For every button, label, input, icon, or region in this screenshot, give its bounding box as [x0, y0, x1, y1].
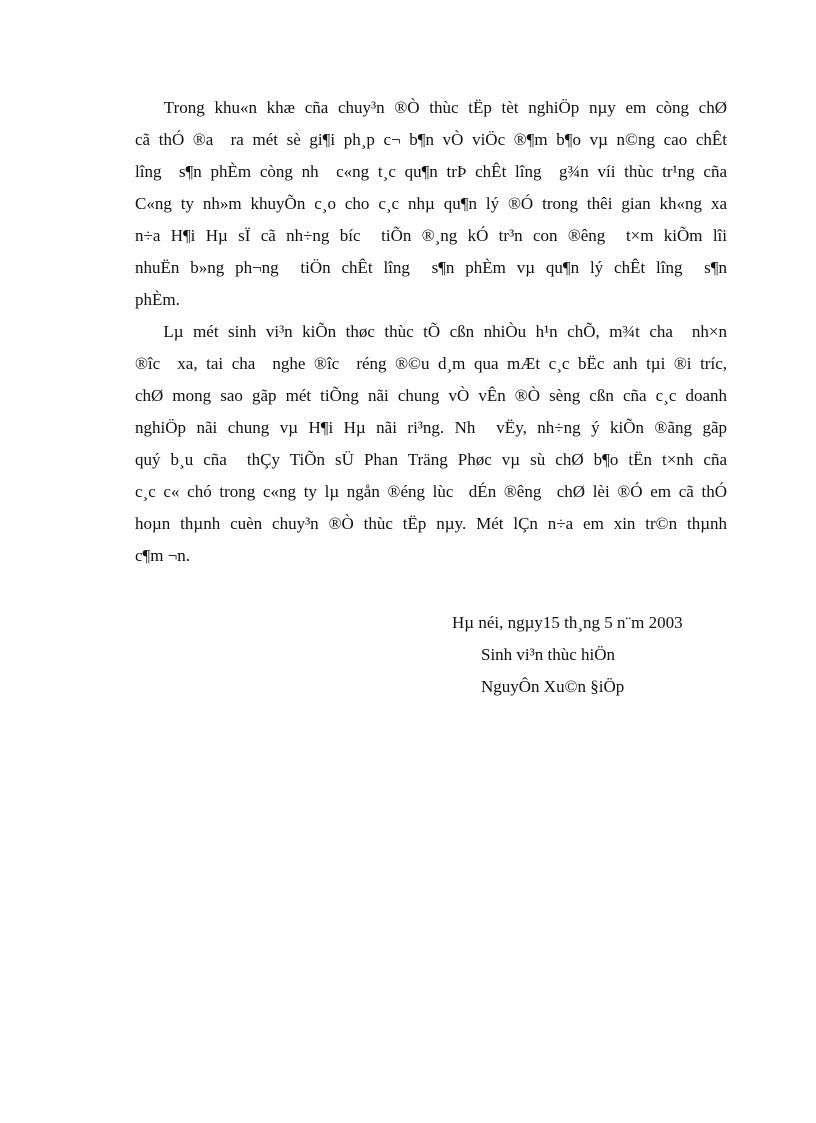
paragraph-line: c¸c c« chó trong c«ng ty lµ ngån ®éng lùc dÉn ®êng chØ lèi ®Ó em cã thÓ: [135, 482, 727, 501]
paragraph-line: quý b¸u cña thÇy TiÕn sÜ Phan Träng Phøc vµ sù chØ b¶o tËn t×nh cña: [135, 450, 727, 469]
signature-block: [452, 607, 752, 703]
paragraph-line: hoµn thµnh cuèn chuy³n ®Ò thùc tËp nµy. Mét lÇn n÷a em xin tr©n thµnh: [135, 514, 727, 533]
paragraph-line: phÈm.: [135, 290, 180, 309]
body-text: [135, 92, 727, 572]
paragraph-2: [135, 316, 727, 572]
paragraph-line: ®îc xa, tai cha nghe ®îc réng ®©u d¸m qua mÆt c¸c bËc anh tµi ®i tríc,: [135, 354, 727, 373]
paragraph-line: lîng s¶n phÈm còng nh c«ng t¸c qu¶n trÞ chÊt lîng g¾n víi thùc tr¹ng cña: [135, 162, 727, 181]
paragraph-line: n÷a H¶i Hµ sÏ cã nh÷ng bíc tiÕn ®¸ng kÓ tr³n con ®êng t×m kiÕm lîi: [135, 226, 727, 245]
paragraph-line: nhuËn b»ng ph¬ng tiÖn chÊt lîng s¶n phÈm vµ qu¶n lý chÊt lîng s¶n: [135, 258, 727, 277]
place-date: Hµ néi, ngµy15 th¸ng 5 n¨m 2003: [452, 613, 683, 632]
signer-name: NguyÔn Xu©n §iÖp: [481, 677, 625, 696]
paragraph-line: c¶m ¬n.: [135, 546, 191, 565]
paragraph-line: Lµ mét sinh vi³n kiÕn thøc thùc tÕ cßn nhiÒu h¹n chÕ, m¾t cha nh×n: [135, 322, 727, 341]
paragraph-line: chØ mong sao gãp mét tiÕng nãi chung vÒ vÊn ®Ò sèng cßn cña c¸c doanh: [135, 386, 727, 405]
paragraph-line: cã thÓ ®a ra mét sè gi¶i ph¸p c¬ b¶n vÒ viÖc ®¶m b¶o vµ n©ng cao chÊt: [135, 130, 727, 149]
paragraph-line: nghiÖp nãi chung vµ H¶i Hµ nãi ri³ng. Nh vËy, nh÷ng ý kiÕn ®ãng gãp: [135, 418, 727, 437]
paragraph-1: [135, 92, 727, 316]
signer-role: Sinh vi³n thùc hiÖn: [481, 645, 616, 664]
paragraph-line: Trong khu«n khæ cña chuy³n ®Ò thùc tËp tèt nghiÖp nµy em còng chØ: [135, 98, 727, 117]
paragraph-line: C«ng ty nh»m khuyÕn c¸o cho c¸c nhµ qu¶n lý ®Ó trong thêi gian kh«ng xa: [135, 194, 727, 213]
